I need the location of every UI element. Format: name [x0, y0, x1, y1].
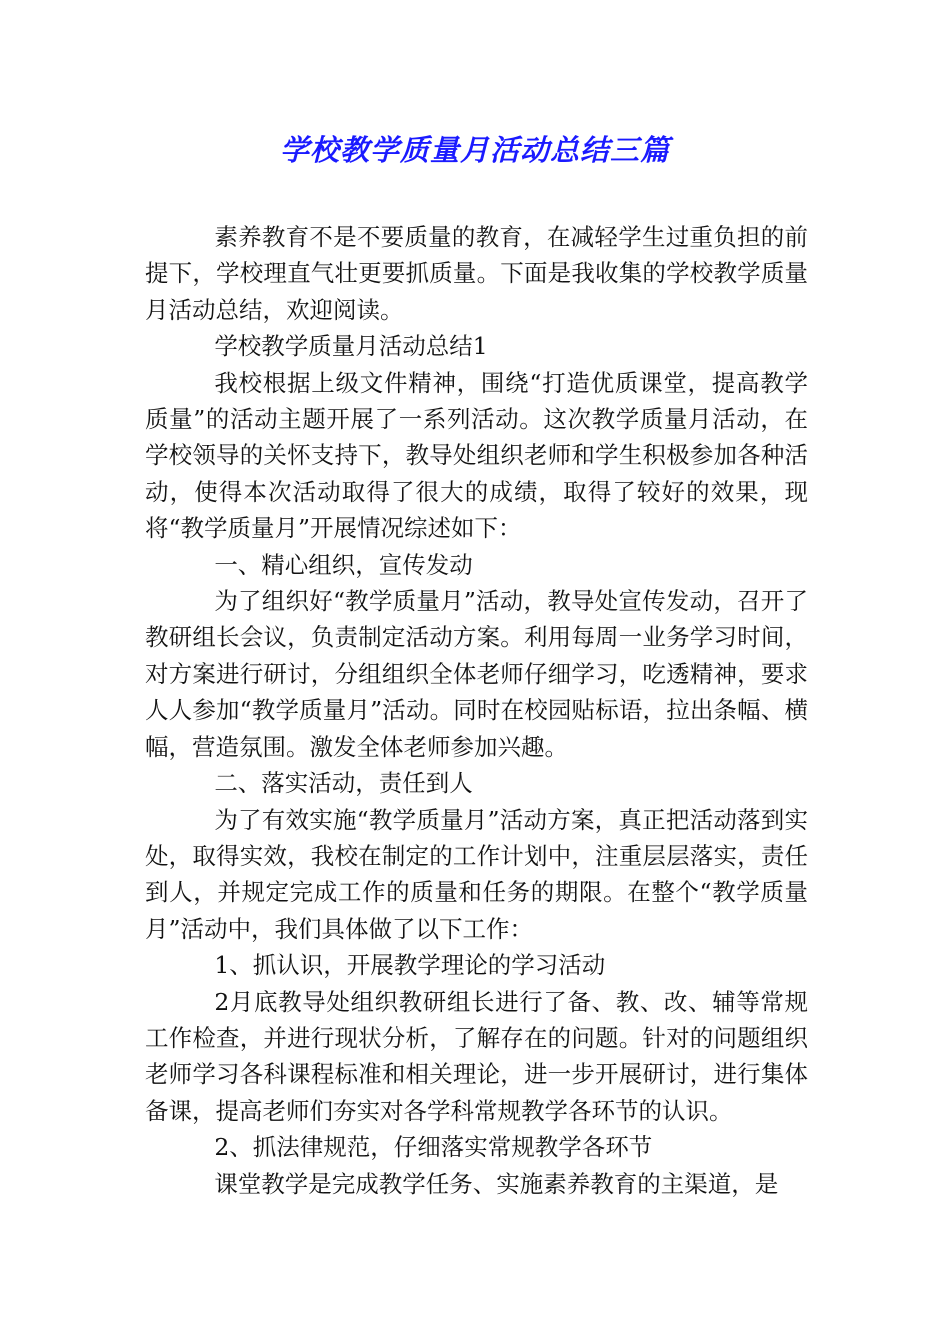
- heading-item-2: 2、抓法律规范，仔细落实常规教学各环节: [214, 1133, 653, 1162]
- intro-paragraph: 素养教育不是不要质量的教育，在减轻学生过重负担的前提下，学校理直气壮更要抓质量。下面是我收集的学校教学质量月活动总结，欢迎阅读。: [145, 223, 808, 324]
- section-title-summary-1: 学校教学质量月活动总结1: [214, 332, 488, 361]
- document-title: 学校教学质量月活动总结三篇: [279, 133, 670, 167]
- summary-paragraph: 我校根据上级文件精神，围绕“打造优质课堂，提高教学质量”的活动主题开展了一系列活动。这次教学质量月活动，在学校领导的关怀支持下，教导处组织老师和学生积极参加各种活动，使得本次活动取得了很大的成绩，取得了较好的效果，现将“教学质量月”开展情况综述如下：: [145, 368, 808, 543]
- heading-organize-publicize: 一、精心组织，宣传发动: [214, 550, 473, 579]
- organize-paragraph: 为了组织好“教学质量月”活动，教导处宣传发动，召开了教研组长会议，负责制定活动方案。利用每周一业务学习时间，对方案进行研讨，分组组织全体老师仔细学习，吃透精神，要求人人参加“教学质量月”活动。同时在校园贴标语，拉出条幅、横幅，营造氛围。激发全体老师参加兴趣。: [145, 587, 808, 761]
- implement-paragraph: 为了有效实施“教学质量月”活动方案，真正把活动落到实处，取得实效，我校在制定的工作计划中，注重层层落实，责任到人，并规定完成工作的质量和任务的期限。在整个“教学质量月”活动中，我们具体做了以下工作：: [145, 805, 808, 943]
- heading-implement-activities: 二、落实活动，责任到人: [214, 769, 473, 798]
- heading-item-1: 1、抓认识，开展教学理论的学习活动: [214, 951, 606, 980]
- item-1-paragraph: 2月底教导处组织教研组长进行了备、教、改、辅等常规工作检查，并进行现状分析，了解存在的问题。针对的问题组织老师学习各科课程标准和相关理论，进一步开展研讨，进行集体备课，提高老师们夯实对各学科常规教学各环节的认识。: [145, 987, 808, 1125]
- document-body: [145, 219, 808, 1202]
- item-2-paragraph: 课堂教学是完成教学任务、实施素养教育的主渠道，是: [214, 1169, 779, 1198]
